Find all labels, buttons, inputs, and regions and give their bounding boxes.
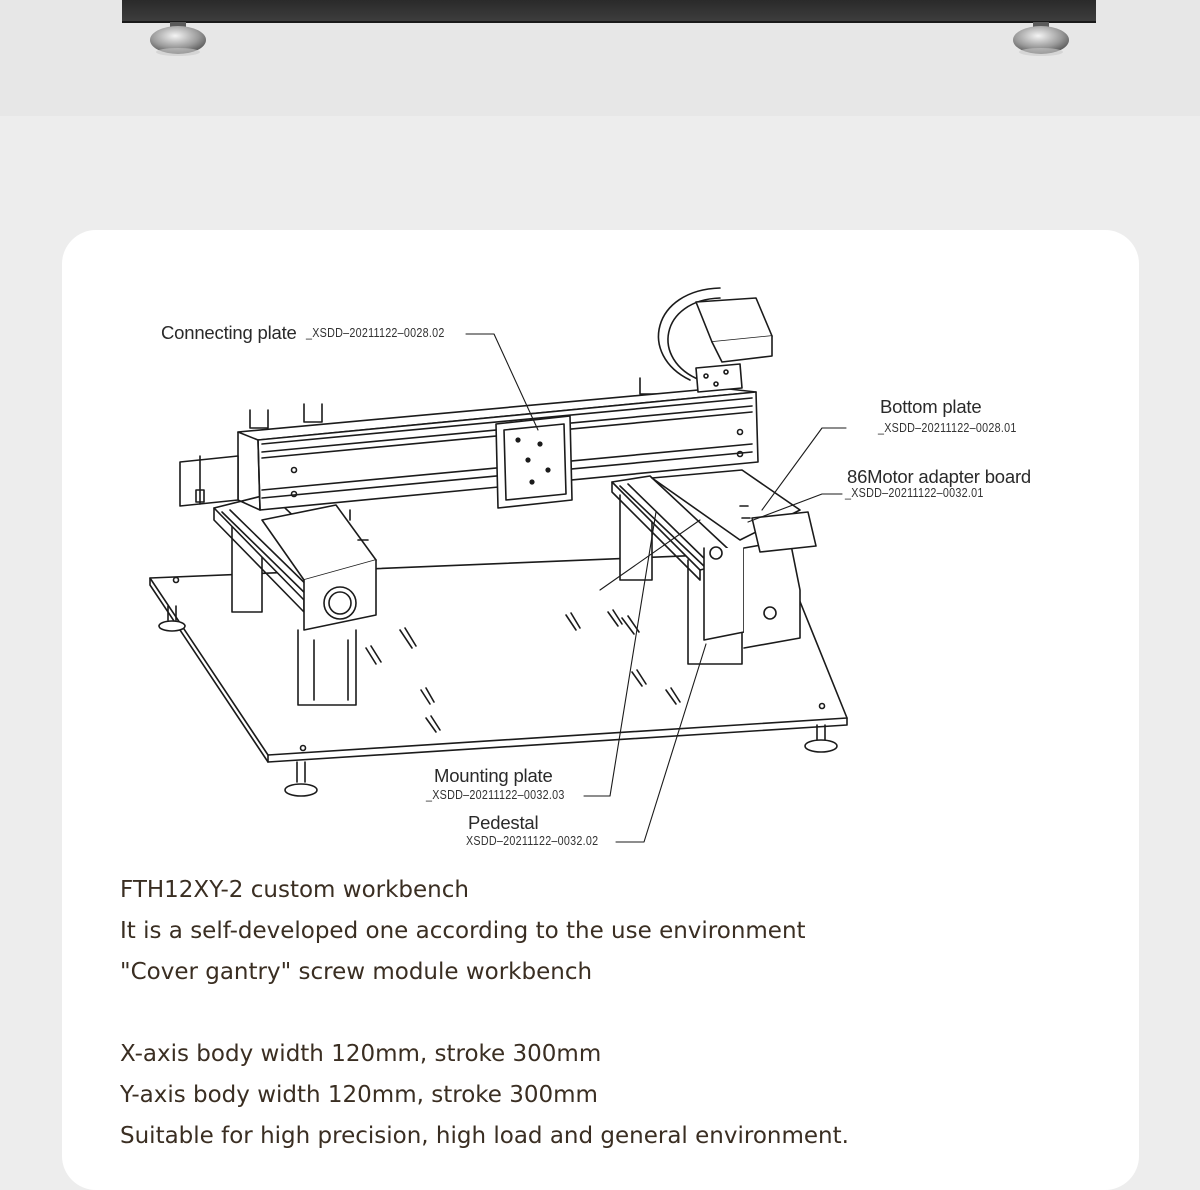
callout-pedestal-code: XSDD–20211122–0032.02 [466, 834, 599, 848]
callout-connecting-plate-name: Connecting plate [161, 322, 297, 343]
description-spacer [120, 993, 1120, 1034]
callout-pedestal-name: Pedestal [468, 812, 539, 833]
spec-suitability: Suitable for high precision, high load and general environment. [120, 1123, 849, 1149]
spec-x-axis: X-axis body width 120mm, stroke 300mm [120, 1041, 602, 1067]
description-line-1: It is a self-developed one according to the use environment [120, 918, 806, 944]
spec-y-axis: Y-axis body width 120mm, stroke 300mm [120, 1082, 598, 1108]
drag-chain [658, 288, 772, 392]
description-line-2: "Cover gantry" screw module workbench [120, 959, 593, 985]
product-title: FTH12XY-2 custom workbench [120, 877, 469, 903]
callout-connecting-plate-code: _XSDD–20211122–0028.02 [306, 326, 445, 340]
product-description [120, 870, 1120, 1157]
callout-mounting-plate-code: _XSDD–20211122–0032.03 [426, 788, 565, 802]
callout-bottom-plate-code: _XSDD–20211122–0028.01 [878, 421, 1017, 435]
callout-motor-adapter-name: 86Motor adapter board [847, 466, 1032, 487]
callout-motor-adapter-code: _XSDD–20211122–0032.01 [845, 486, 984, 500]
callout-mounting-plate-name: Mounting plate [434, 765, 553, 786]
callout-bottom-plate-name: Bottom plate [880, 396, 982, 417]
